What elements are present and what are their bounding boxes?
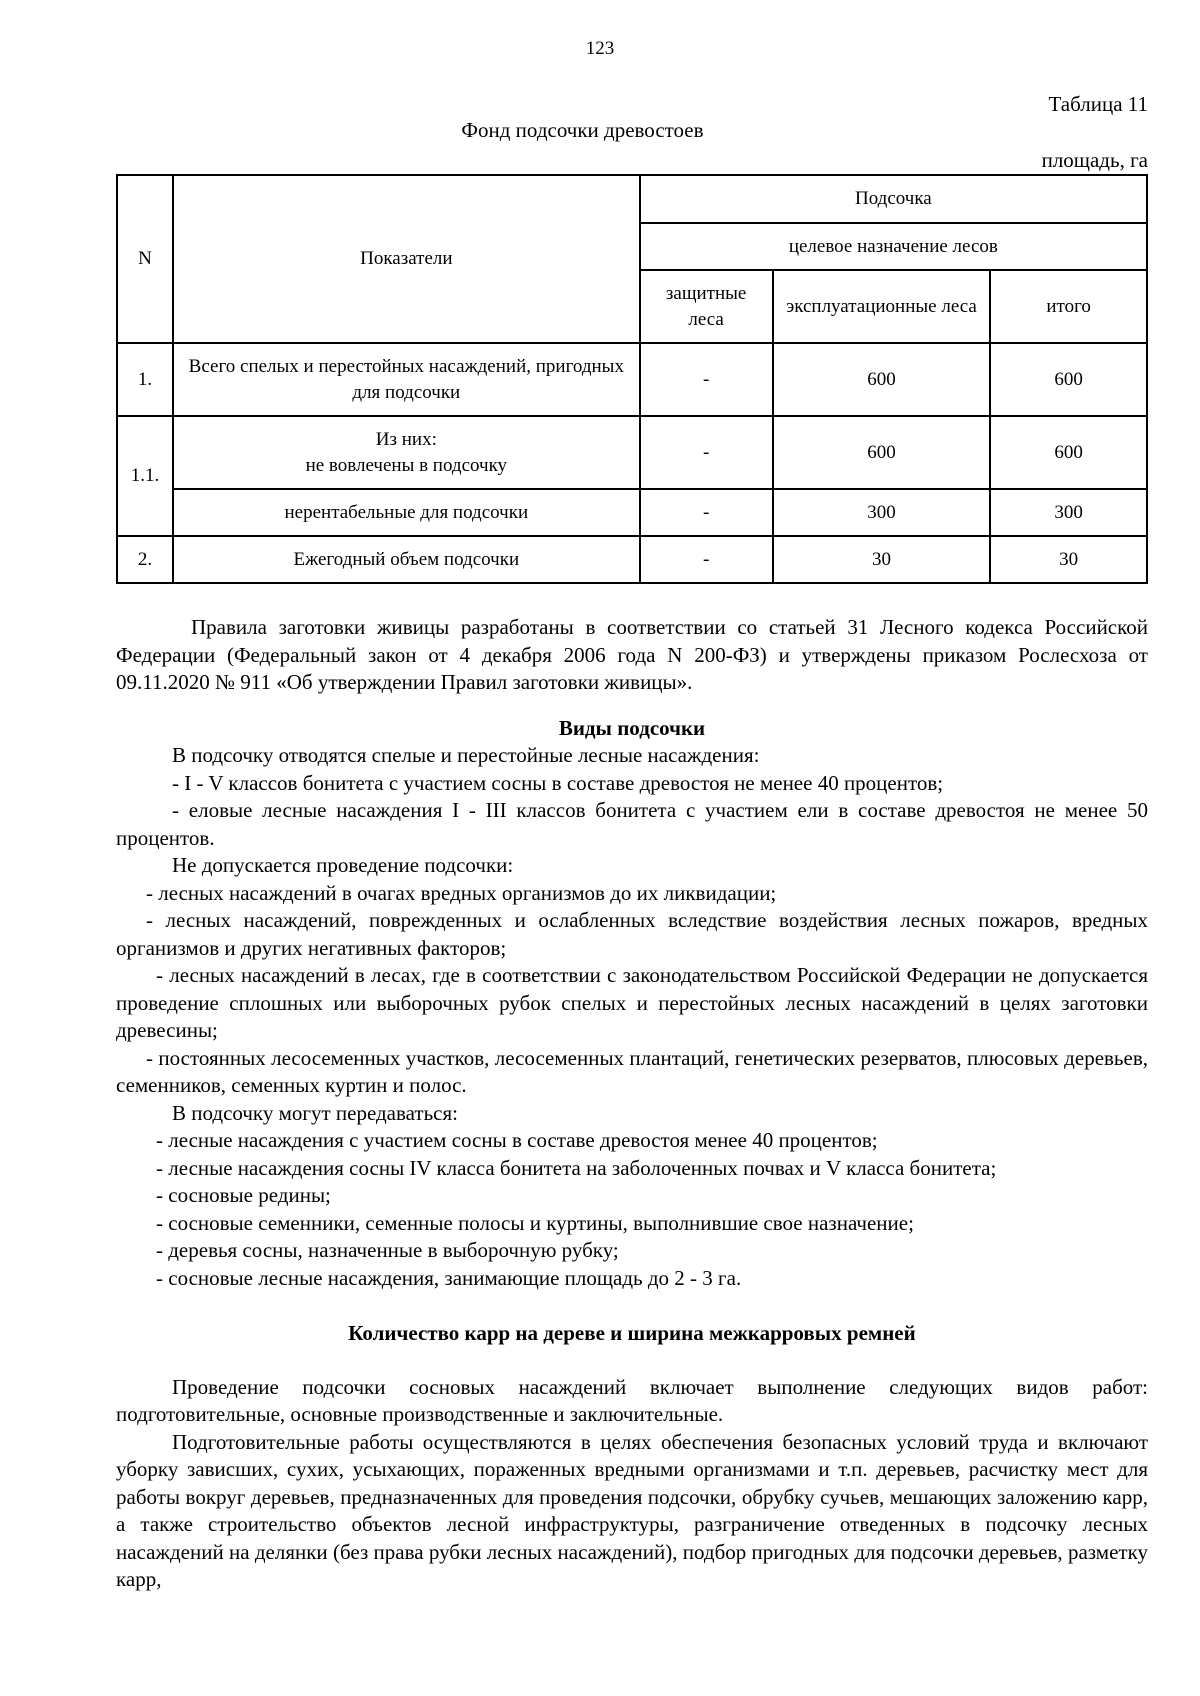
row-protective: - <box>640 343 773 416</box>
header-protective: защитные леса <box>640 270 773 343</box>
section-heading-types: Виды подсочки <box>558 715 706 740</box>
row-protective: - <box>640 489 773 536</box>
row-exploitation: 300 <box>773 489 991 536</box>
row-total: 300 <box>990 489 1147 536</box>
may-lead: В подсочку могут передаваться: <box>172 1100 458 1125</box>
table-row <box>117 416 1147 489</box>
section-heading-carr: Количество карр на дереве и ширина межкарровых ремней <box>348 1321 916 1345</box>
table-row <box>117 536 1147 583</box>
table-row <box>117 489 1147 536</box>
not-allowed-item: - лесных насаждений в лесах, где в соответствии с законодательством Российской Федерации не допускается проведение сплошных или выборочных рубок спелых и перестойных лесных насаждений в целях заготовки древесины; <box>116 963 1148 1042</box>
not-allowed-item: - лесных насаждений в очагах вредных организмов до их ликвидации; <box>146 880 777 905</box>
types-lead: В подсочку отводятся спелые и перестойные лесные насаждения: <box>172 743 760 767</box>
row-number: 2. <box>117 536 173 583</box>
intro-paragraph: Правила заготовки живицы разработаны в соответствии со статьей 31 Лесного кодекса Российской Федерации (Федеральный закон от 4 декабря 2006 года N 200-ФЗ) и утверждены приказом Рослесхоза от 09.11.2020 № 911 «Об утверждении Правил заготовки живицы». <box>116 615 1148 694</box>
table-label: Таблица 11 <box>1048 92 1148 116</box>
types-item: - еловые лесные насаждения I - III классов бонитета с участием ели в составе древостоя не менее 50 процентов. <box>116 798 1148 850</box>
header-total: итого <box>990 270 1147 343</box>
header-exploitation: эксплуатационные леса <box>773 270 991 343</box>
may-item: - лесные насаждения с участием сосны в составе древостоя менее 40 процентов; <box>156 1128 878 1152</box>
row-total: 30 <box>990 536 1147 583</box>
may-item: - лесные насаждения сосны IV класса бонитета на заболоченных почвах и V класса бонитета; <box>156 1155 997 1180</box>
row-label <box>173 416 640 489</box>
row-label-line1: Из них: <box>375 428 437 450</box>
row-label: Ежегодный объем подсочки <box>173 536 640 583</box>
row-protective: - <box>640 536 773 583</box>
row-exploitation: 600 <box>773 416 991 489</box>
may-item: - сосновые редины; <box>156 1183 331 1207</box>
row-exploitation: 600 <box>773 343 991 416</box>
may-item: - деревья сосны, назначенные в выборочную рубку; <box>156 1238 619 1262</box>
page-number: 123 <box>585 38 615 59</box>
header-n: N <box>117 175 173 343</box>
table-title: Фонд подсочки древостоев <box>461 118 704 142</box>
may-item: - сосновые семенники, семенные полосы и куртины, выполнившие свое назначение; <box>156 1210 914 1235</box>
row-exploitation: 30 <box>773 536 991 583</box>
document-body <box>116 614 1148 1594</box>
header-tapping: Подсочка <box>640 175 1147 223</box>
row-label: нерентабельные для подсочки <box>173 489 640 536</box>
fund-table <box>116 174 1148 584</box>
header-purpose: целевое назначение лесов <box>640 223 1147 270</box>
carr-paragraph-2: Подготовительные работы осуществляются в целях обеспечения безопасных условий труда и включают уборку зависших, сухих, усыхающих, пораженных вредными организмами и т.п. деревьев, расчистку мест для работы вокруг деревьев, предназначенных для проведения подсочки, обрубку сучьев, мешающих заложению карр, а также строительство объектов лесной инфраструктуры, разграничение отведенных в подсочку лесных насаждений на делянки (без права рубки лесных насаждений), подбор пригодных для подсочки деревьев, разметку карр, <box>116 1429 1148 1591</box>
not-allowed-lead: Не допускается проведение подсочки: <box>172 853 514 877</box>
row-number: 1.1. <box>117 416 173 536</box>
row-total: 600 <box>990 343 1147 416</box>
table-row <box>117 343 1147 416</box>
row-number: 1. <box>117 343 173 416</box>
row-label: Всего спелых и перестойных насаждений, пригодных для подсочки <box>173 343 640 416</box>
not-allowed-item: - лесных насаждений, поврежденных и ослабленных вследствие воздействия лесных пожаров, вредных организмов и других негативных факторов; <box>116 908 1148 960</box>
row-protective: - <box>640 416 773 489</box>
types-item: - I - V классов бонитета с участием сосны в составе древостоя не менее 40 процентов; <box>172 770 944 795</box>
not-allowed-item: - постоянных лесосеменных участков, лесосеменных плантаций, генетических резерватов, плюсовых деревьев, семенников, семенных куртин и полос. <box>116 1045 1148 1097</box>
header-indicators: Показатели <box>173 175 640 343</box>
row-label-line2: не вовлечены в подсочку <box>305 454 508 476</box>
row-total: 600 <box>990 416 1147 489</box>
table-unit: площадь, га <box>1041 148 1148 172</box>
may-item: - сосновые лесные насаждения, занимающие площадь до 2 - 3 га. <box>156 1265 742 1290</box>
carr-paragraph-1: Проведение подсочки сосновых насаждений включает выполнение следующих видов работ: подготовительные, основные производственные и заключительные. <box>116 1374 1148 1426</box>
